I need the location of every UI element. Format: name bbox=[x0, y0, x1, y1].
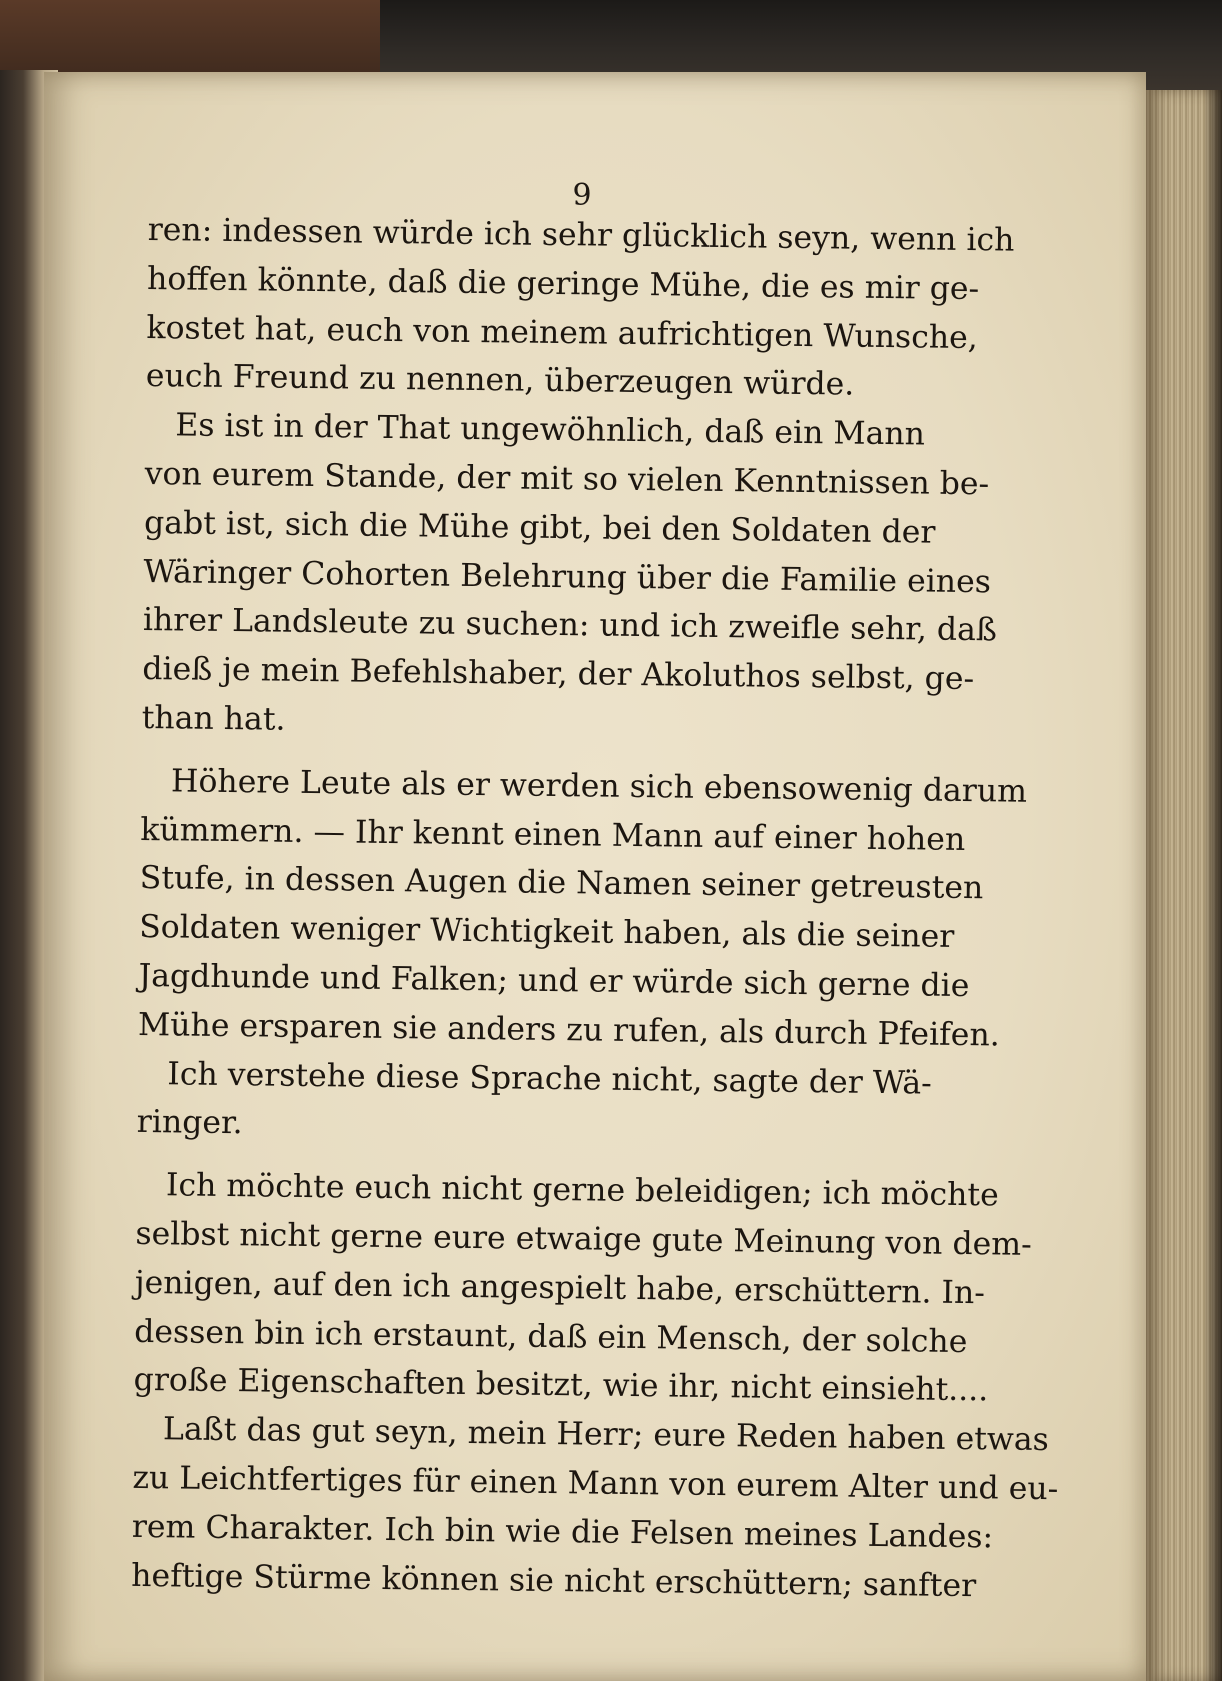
text-line: heftige Stürme können sie nicht erschüttern; sanfter bbox=[131, 1557, 977, 1604]
text-line: Soldaten weniger Wichtigkeit haben, als die seiner bbox=[138, 909, 955, 956]
text-line: Laßt das gut seyn, mein Herr; eure Reden haben etwas bbox=[162, 1411, 1050, 1459]
text-line: gabt ist, sich die Mühe gibt, bei den Soldaten der bbox=[143, 504, 936, 551]
text-line: Mühe ersparen sie anders zu rufen, als durch Pfeifen. bbox=[137, 1006, 1000, 1054]
text-line: Ich möchte euch nicht gerne beleidigen; ich möchte bbox=[165, 1167, 999, 1214]
text-line: kümmern. — Ihr kennt einen Mann auf einer hohen bbox=[140, 811, 966, 858]
text-line: zu Leichtfertiges für einen Mann von eurem Alter und eu- bbox=[132, 1459, 1059, 1508]
text-line: dieß je mein Befehlshaber, der Akoluthos selbst, ge- bbox=[142, 651, 975, 698]
book-cover bbox=[0, 0, 380, 80]
text-line: dessen bin ich erstaunt, daß ein Mensch, der solche bbox=[134, 1313, 968, 1360]
text-line: euch Freund zu nennen, überzeugen würde. bbox=[145, 358, 855, 404]
text-line: hoffen könnte, daß die geringe Mühe, die es mir ge- bbox=[146, 260, 980, 307]
text-line: Ich verstehe diese Sprache nicht, sagte der Wä- bbox=[167, 1055, 933, 1102]
text-line: selbst nicht gerne eure etwaige gute Meinung von dem- bbox=[135, 1215, 1032, 1263]
text-line: Höhere Leute als er werden sich ebensowenig darum bbox=[170, 763, 1028, 810]
text-line: rem Charakter. Ich bin wie die Felsen meines Landes: bbox=[131, 1508, 994, 1556]
body-text bbox=[131, 206, 1059, 1611]
text-line: Stufe, in dessen Augen die Namen seiner getreusten bbox=[139, 860, 984, 907]
text-line: große Eigenschaften besitzt, wie ihr, nicht einsieht.... bbox=[133, 1362, 989, 1409]
text-line: ihrer Landsleute zu suchen: und ich zweifle sehr, daß bbox=[142, 602, 998, 649]
text-line: ren: indessen würde ich sehr glücklich seyn, wenn ich bbox=[147, 211, 1015, 259]
text-line: von eurem Stande, der mit so vielen Kenntnissen be- bbox=[144, 455, 990, 503]
page-edge-shadow bbox=[1205, 90, 1222, 1681]
page-number: 9 bbox=[572, 178, 592, 213]
text-line: Es ist in der That ungewöhnlich, daß ein Mann bbox=[175, 407, 926, 453]
text-line: kostet hat, euch von meinem aufrichtigen Wunsche, bbox=[146, 309, 979, 356]
text-line: jenigen, auf den ich angespielt habe, erschüttern. In- bbox=[134, 1264, 986, 1312]
text-line: than hat. bbox=[141, 699, 286, 738]
text-line: Wäringer Cohorten Belehrung über die Familie eines bbox=[143, 553, 992, 600]
text-line: ringer. bbox=[136, 1104, 243, 1142]
text-line: Jagdhunde und Falken; und er würde sich gerne die bbox=[138, 957, 970, 1005]
